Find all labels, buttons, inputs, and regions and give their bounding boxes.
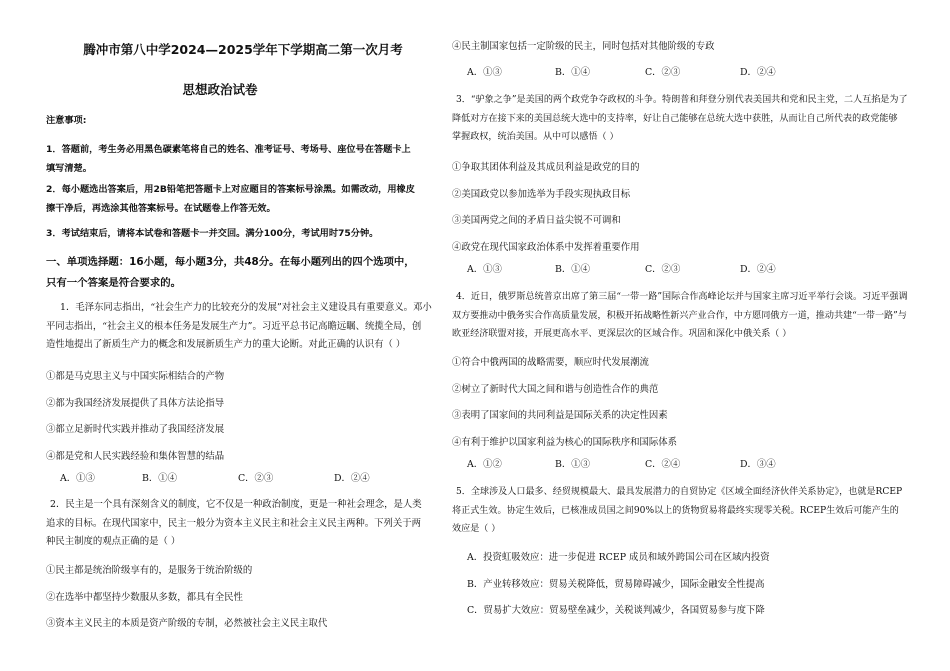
stem-line: 4．近日，俄罗斯总统普京出席了第三届“一带一路”国际合作高峰论坛并与国家主席习近平举行会谈。习近平强调	[456, 292, 908, 302]
statement-item: ②都为我国经济发展提供了具体方法论指导	[46, 397, 225, 409]
stem-line: 追求的目标。在现代国家中，民主一般分为资本主义民主和社会主义民主两种。下列关于两	[46, 517, 422, 529]
statement-item: ②在选举中都坚持少数服从多数，都具有全民性	[46, 591, 243, 603]
question-5-options	[467, 545, 937, 625]
choice-c[interactable]: C．②③	[238, 473, 274, 484]
notice-line: 3．考试结束后，请将本试卷和答题卡一并交回。满分100分，考试用时75分钟。	[46, 228, 379, 239]
stem-line: 平同志指出，“社会主义的根本任务是发展生产力”。习近平总书记高瞻远瞩、统揽全局，创	[46, 320, 422, 332]
section-heading	[46, 252, 438, 294]
stem-line: 双方要推动中俄务实合作高质量发展，积极开拓战略性新兴产业合作，中方愿同俄方一道，推动共建“一带一路”与	[452, 310, 907, 321]
choice-d[interactable]: D．③④	[740, 459, 776, 470]
choice-c[interactable]: C．②③	[645, 264, 681, 275]
statement-item: ③都立足新时代实践并推动了我国经济发展	[46, 424, 225, 435]
question-4-stem	[452, 288, 944, 344]
section-line: 只有一个答案是符合要求的。	[46, 277, 182, 289]
statement-item: ③资本主义民主的本质是资产阶级的专制，必然被社会主义民主取代	[46, 618, 328, 629]
section-line: 一、单项选择题：16小题，每小题3分，共48分。在每小题列出的四个选项中，	[46, 256, 415, 268]
stem-line: 3．“驴象之争”是美国的两个政党争夺政权的斗争。特朗普和拜登分别代表美国共和党和民主党，二人互掐是为了	[456, 95, 908, 105]
choice-c[interactable]: C．②③	[645, 67, 681, 78]
choice-a[interactable]: A．①③	[467, 67, 502, 78]
statement-item: ③表明了国家间的共同利益是国际关系的决定性因素	[452, 410, 668, 421]
choice-b[interactable]: B．产业转移效应：贸易关税降低，贸易障碍减少，国际金融安全性提高	[467, 578, 765, 590]
statement-item: ④政党在现代国家政治体系中发挥着重要作用	[452, 241, 640, 253]
choice-c[interactable]: C．②④	[645, 459, 681, 470]
statement-item: ①都是马克思主义与中国实际相结合的产物	[46, 371, 225, 382]
statement-item: ②树立了新时代大国之间和谐与创造性合作的典范	[452, 383, 659, 395]
question-3-items	[452, 155, 938, 261]
notice-line: 2．每小题选出答案后，用2B铅笔把答题卡上对应题目的答案标号涂黑。如需改动，用橡皮	[46, 184, 415, 195]
choice-a[interactable]: A．①③	[467, 264, 502, 275]
choice-b[interactable]: B．①④	[555, 67, 591, 78]
exam-subtitle: 思想政治试卷	[182, 82, 258, 97]
stem-line: 种民主制度的观点正确的是（ ）	[46, 536, 181, 547]
choice-d[interactable]: D．②④	[334, 473, 370, 484]
statement-item: ①争取其团体利益及其成员利益是政党的目的	[452, 162, 640, 173]
statement-item: ④民主制国家包括一定阶级的民主，同时包括对其他阶级的专政	[452, 41, 715, 52]
notice-item-3	[46, 225, 438, 244]
choice-b[interactable]: B．①④	[142, 473, 178, 484]
question-5-stem	[452, 483, 944, 539]
question-1-items	[46, 364, 438, 470]
notice-line: 1．答题前，考生务必用黑色碳素笔将自己的姓名、准考证号、考场号、座位号在答题卡上	[46, 144, 411, 155]
stem-line: 5．全球涉及人口最多、经贸规模最大、最具发展潜力的自贸协定《区域全面经济伙伴关系协定》，也就是RCEP	[456, 487, 903, 497]
question-2-item-4	[452, 38, 938, 57]
notice-heading: 注意事项:	[46, 115, 87, 126]
notice-item-1	[46, 141, 438, 178]
statement-item: ①符合中俄两国的战略需要，顺应时代发展潮流	[452, 357, 649, 368]
question-1-choices	[60, 470, 424, 489]
stem-line: 造性地提出了新质生产力的概念和发展新质生产力的重大论断。对此正确的认识有（ ）	[46, 339, 406, 350]
question-2-stem	[46, 496, 438, 552]
stem-line: 效应是（ ）	[452, 524, 501, 534]
stem-line: 1．毛泽东同志指出，“社会生产力的比较充分的发展”对社会主义建设具有重要意义。邓小	[60, 302, 432, 313]
statement-item: ①民主都是统治阶级享有的，是服务于统治阶级的	[46, 565, 253, 576]
choice-d[interactable]: D．②④	[740, 67, 776, 78]
exam-title: 腾冲市第八中学2024—2025学年下学期高二第一次月考	[83, 42, 403, 57]
stem-line: 降低对方在接下来的美国总统大选中的支持率，好让自己能够在总统大选中获胜，从而让自己所代表的政党能够	[452, 113, 898, 124]
notice-item-2	[46, 181, 438, 218]
question-3-choices	[467, 261, 776, 280]
statement-item: ②美国政党以参加选举为手段实现执政目标	[452, 188, 631, 200]
choice-b[interactable]: B．①④	[555, 264, 591, 275]
choice-a[interactable]: A．①③	[60, 473, 95, 484]
choice-a[interactable]: A．①②	[467, 459, 502, 470]
question-3-stem	[452, 91, 944, 147]
notice-line: 擦干净后，再选涂其他答案标号。在试题卷上作答无效。	[46, 202, 276, 214]
choice-c[interactable]: C．贸易扩大效应：贸易壁垒减少，关税谈判减少，各国贸易参与度下降	[467, 605, 765, 616]
stem-line: 欧亚经济联盟对接，开展更高水平、更深层次的区域合作。巩固和深化中俄关系（ ）	[452, 329, 792, 339]
question-2-choices	[467, 64, 776, 83]
statement-item: ④都是党和人民实践经验和集体智慧的结晶	[46, 450, 225, 462]
statement-item: ③美国两党之间的矛盾日益尖锐不可调和	[452, 215, 621, 226]
question-1-stem	[46, 299, 438, 355]
choice-d[interactable]: D．②④	[740, 264, 776, 275]
question-2-items	[46, 558, 438, 638]
statement-item: ④有利于维护以国家利益为核心的国际秩序和国际体系	[452, 436, 678, 448]
stem-line: 2．民主是一个具有深刻含义的制度，它不仅是一种政治制度，更是一种社会理念，是人类	[50, 499, 422, 510]
choice-a[interactable]: A．投资虹吸效应：进一步促进 RCEP 成员和域外跨国公司在区域内投资	[467, 552, 770, 563]
stem-line: 掌握政权，统治美国。从中可以感悟（ ）	[452, 132, 619, 142]
choice-b[interactable]: B．①③	[555, 459, 591, 470]
question-4-choices	[467, 456, 776, 475]
notice-line: 填写清楚。	[46, 162, 92, 174]
question-4-items	[452, 350, 938, 456]
stem-line: 将正式生效。协定生效后，已核准成员国之间90%以上的货物贸易将最终实现零关税。RCEP生效后可能产生的	[452, 505, 899, 516]
